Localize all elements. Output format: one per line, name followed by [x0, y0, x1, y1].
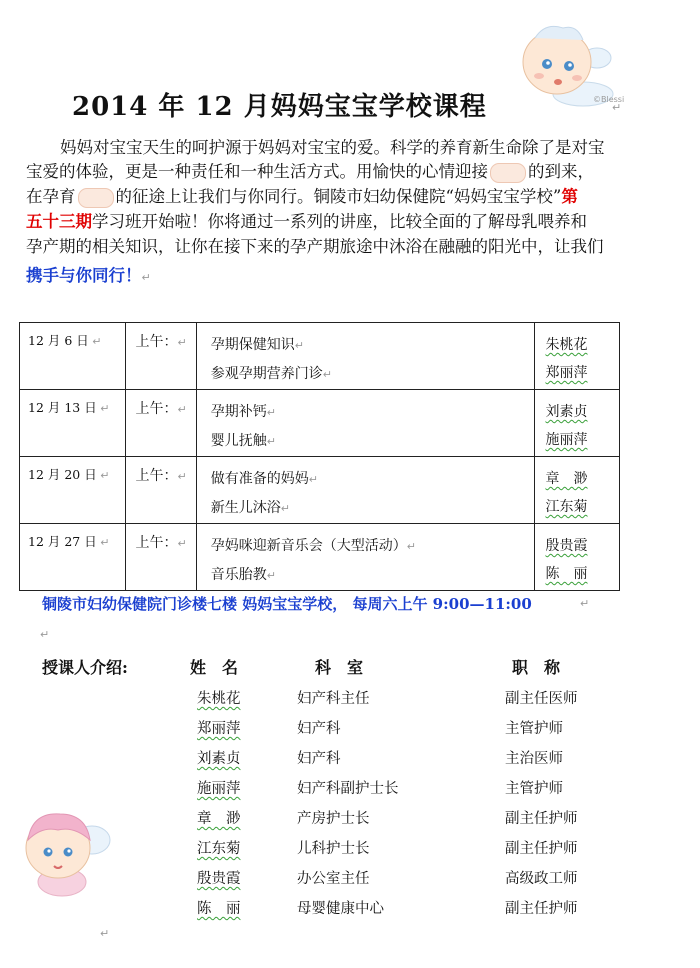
teacher-name: 江东菊	[545, 499, 588, 515]
lecturer-dept: 母婴健康中心	[297, 901, 384, 917]
session-topics: 做有准备的妈妈↵ 新生儿沐浴↵	[196, 457, 535, 524]
lecturer-dept: 妇产科主任	[297, 691, 370, 707]
teacher-name: 施丽萍	[545, 432, 588, 448]
session-teachers	[535, 390, 620, 457]
intro-line: 孕产期的相关知识，让你在接下来的孕产期旅途中沐浴在融融的阳光中，让我们	[26, 237, 604, 256]
session-date: 12 月 6 日 ↵	[20, 323, 126, 390]
teacher-name: 殷贵霞	[545, 538, 588, 554]
lecturer-title: 高级政工师	[505, 871, 578, 887]
schedule-table	[19, 322, 620, 591]
lecturer-name: 刘素贞	[197, 751, 241, 767]
lecturer-title: 副主任护师	[505, 901, 578, 917]
lecturer-dept: 妇产科	[297, 751, 341, 767]
session-topics: 孕期补钙↵ 婴儿抚触↵	[196, 390, 535, 457]
lecturer-dept: 办公室主任	[297, 871, 370, 887]
intro-line: 妈妈对宝宝天生的呵护源于妈妈对宝宝的爱。科学的养育新生命除了是对宝	[60, 138, 605, 157]
intro-line: 在孕育 的征途上让我们与你同行。铜陵市妇幼保健院“妈妈宝宝学校”第	[26, 187, 578, 206]
session-teachers	[535, 524, 620, 591]
intro-line: 宝爱的体验，更是一种责任和一种生活方式。用愉快的心情迎接 的到来，	[26, 162, 594, 181]
lecturer-title: 副主任护师	[505, 841, 578, 857]
lecturer-name: 郑丽萍	[197, 721, 241, 737]
topic: 做有准备的妈妈	[210, 471, 309, 487]
location-text: 铜陵市妇幼保健院门诊楼七楼 妈妈宝宝学校， 每周六上午 9:00—11:00	[42, 595, 532, 613]
lecturers-label: 授课人介绍:	[42, 658, 128, 677]
lecturer-name: 施丽萍	[197, 781, 241, 797]
session-teachers	[535, 457, 620, 524]
topic: 婴儿抚触	[210, 433, 267, 449]
schedule-row	[20, 323, 620, 390]
intro-highlight: 携手与你同行！	[26, 266, 142, 285]
baby-face-icon	[490, 163, 526, 183]
session-teachers	[535, 323, 620, 390]
topic: 参观孕期营养门诊	[210, 366, 323, 382]
topic: 孕期保健知识	[210, 337, 295, 353]
session-time: 上午：↵	[125, 457, 196, 524]
lecturer-title: 主管护师	[505, 781, 563, 797]
lecturer-title: 副主任医师	[505, 691, 578, 707]
teacher-name: 郑丽萍	[545, 365, 588, 381]
session-topics: 孕期保健知识↵ 参观孕期营养门诊↵	[196, 323, 535, 390]
lecturer-dept: 妇产科副护士长	[297, 781, 399, 797]
teacher-name: 陈 丽	[545, 566, 588, 582]
lecturer-name: 江东菊	[197, 841, 241, 857]
intro-line: 五十三期学习班开始啦！你将通过一系列的讲座，比较全面的了解母乳喂养和	[26, 212, 587, 231]
schedule-row	[20, 524, 620, 591]
teacher-name: 朱桃花	[545, 337, 588, 353]
lecturer-dept: 妇产科	[297, 721, 341, 737]
lecturer-title: 副主任护师	[505, 811, 578, 827]
schedule-row	[20, 390, 620, 457]
lecturer-title: 主治医师	[505, 751, 563, 767]
session-time: 上午：↵	[125, 524, 196, 591]
topic: 新生儿沐浴	[210, 500, 281, 516]
topic: 孕妈咪迎新音乐会（大型活动）	[210, 538, 407, 554]
topic: 音乐胎教	[210, 567, 267, 583]
session-time: 上午：↵	[125, 323, 196, 390]
lecturer-name: 章 渺	[197, 811, 241, 827]
topic: 孕期补钙	[210, 404, 267, 420]
baby-face-icon	[78, 188, 114, 208]
teacher-name: 刘素贞	[545, 404, 588, 420]
lecturer-name: 殷贵霞	[197, 871, 241, 887]
schedule-row	[20, 457, 620, 524]
lecturer-title: 主管护师	[505, 721, 563, 737]
session-date: 12 月 13 日 ↵	[20, 390, 126, 457]
teacher-name: 章 渺	[545, 471, 588, 487]
intro-line: 携手与你同行！↵	[26, 266, 151, 285]
lecturer-name: 陈 丽	[197, 901, 241, 917]
session-date: 12 月 20 日 ↵	[20, 457, 126, 524]
angel-illustration-bottom	[12, 800, 117, 900]
header-name: 姓 名	[190, 658, 239, 677]
session-topics: 孕妈咪迎新音乐会（大型活动）↵ 音乐胎教↵	[196, 524, 535, 591]
lecturer-name: 朱桃花	[197, 691, 241, 707]
header-title: 职 称	[512, 658, 561, 677]
lecturer-dept: 儿科护士长	[297, 841, 370, 857]
session-time: 上午：↵	[125, 390, 196, 457]
lecturer-dept: 产房护士长	[297, 811, 370, 827]
header-dept: 科 室	[315, 658, 364, 677]
session-date: 12 月 27 日 ↵	[20, 524, 126, 591]
page-title: 2014 年 12 月妈妈宝宝学校课程	[72, 92, 487, 122]
